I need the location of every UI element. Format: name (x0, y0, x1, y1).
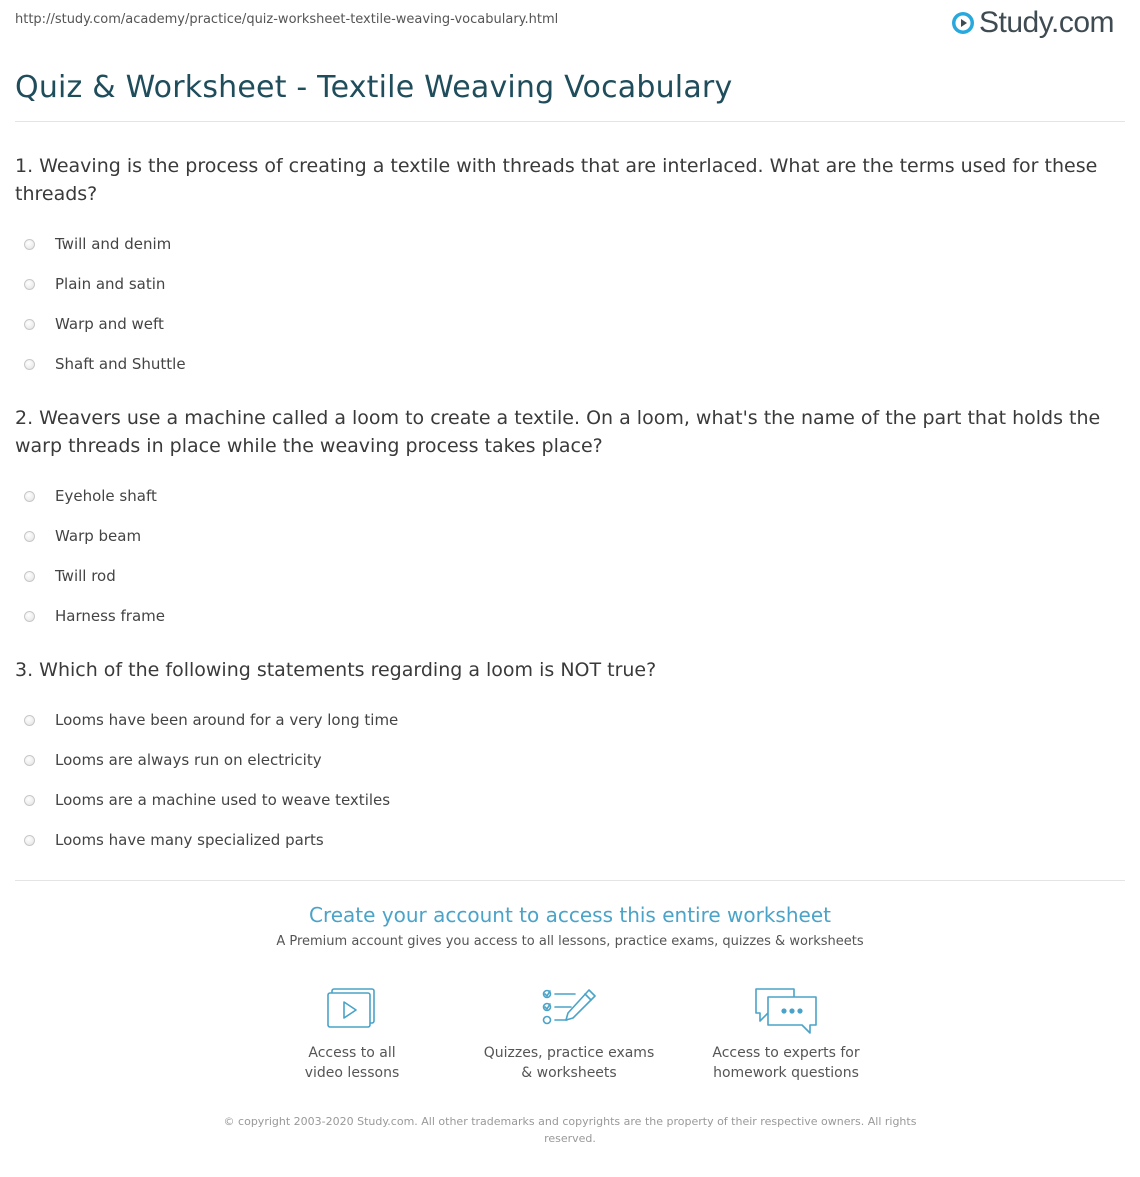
feature-label-line: Access to all (308, 1045, 396, 1061)
option-label: Warp and weft (55, 315, 164, 333)
option-label: Looms are always run on electricity (55, 751, 322, 769)
option-label: Twill rod (55, 567, 116, 585)
radio-icon[interactable] (24, 835, 35, 846)
option-label: Looms have many specialized parts (55, 831, 324, 849)
answer-options (15, 700, 1127, 860)
title-divider (15, 121, 1125, 122)
option-label: Eyehole shaft (55, 487, 157, 505)
question-text: 2. Weavers use a machine called a loom to create a textile. On a loom, what's the name of the part that holds the warp threads in place while the weaving process takes place? (15, 407, 1101, 457)
copyright-notice: © copyright 2003-2020 Study.com. All other trademarks and copyrights are the property of their respective owners. All rights reserved. (223, 1115, 917, 1145)
question-text: 1. Weaving is the process of creating a textile with threads that are interlaced. What are the terms used for these threads? (15, 155, 1098, 205)
answer-option[interactable] (15, 344, 1127, 384)
answer-option[interactable] (15, 556, 1127, 596)
answer-option[interactable] (15, 304, 1127, 344)
option-label: Twill and denim (55, 235, 172, 253)
radio-icon[interactable] (24, 359, 35, 370)
question-1 (15, 152, 1127, 384)
option-label: Looms have been around for a very long time (55, 711, 399, 729)
option-label: Looms are a machine used to weave textiles (55, 791, 391, 809)
answer-option[interactable] (15, 820, 1127, 860)
radio-icon[interactable] (24, 319, 35, 330)
feature-label-line: Access to experts for (712, 1045, 860, 1061)
question-2 (15, 404, 1127, 636)
radio-icon[interactable] (24, 491, 35, 502)
quiz-checklist-icon (541, 985, 597, 1031)
logo-text: Study.com (979, 6, 1114, 39)
answer-option[interactable] (15, 740, 1127, 780)
answer-option[interactable] (15, 516, 1127, 556)
option-label: Warp beam (55, 527, 142, 545)
feature-label-line: & worksheets (521, 1065, 617, 1081)
create-account-link[interactable]: Create your account to access this entire worksheet (309, 903, 831, 927)
video-lesson-icon (326, 985, 378, 1031)
radio-icon[interactable] (24, 715, 35, 726)
section-divider (15, 880, 1125, 881)
feature-label (696, 1043, 876, 1083)
answer-options (15, 224, 1127, 384)
radio-icon[interactable] (24, 755, 35, 766)
feature-label-line: Quizzes, practice exams (483, 1045, 655, 1061)
question-3 (15, 656, 1127, 860)
answer-option[interactable] (15, 596, 1127, 636)
page-url: http://study.com/academy/practice/quiz-worksheet-textile-weaving-vocabulary.html (15, 12, 559, 27)
radio-icon[interactable] (24, 571, 35, 582)
radio-icon[interactable] (24, 531, 35, 542)
feature-label-line: video lessons (304, 1065, 400, 1081)
answer-option[interactable] (15, 700, 1127, 740)
chat-bubbles-icon (754, 985, 818, 1037)
feature-label (479, 1043, 659, 1083)
answer-option[interactable] (15, 780, 1127, 820)
answer-option[interactable] (15, 264, 1127, 304)
answer-options (15, 476, 1127, 636)
answer-option[interactable] (15, 476, 1127, 516)
radio-icon[interactable] (24, 611, 35, 622)
study-logo[interactable] (951, 6, 1114, 40)
option-label: Plain and satin (55, 275, 166, 293)
premium-description: A Premium account gives you access to all lessons, practice exams, quizzes & worksheets (276, 934, 864, 949)
feature-label (262, 1043, 442, 1083)
play-circle-icon (951, 11, 975, 35)
page-title: Quiz & Worksheet - Textile Weaving Vocabulary (15, 70, 733, 105)
radio-icon[interactable] (24, 239, 35, 250)
answer-option[interactable] (15, 224, 1127, 264)
radio-icon[interactable] (24, 795, 35, 806)
option-label: Shaft and Shuttle (55, 355, 186, 373)
option-label: Harness frame (55, 607, 165, 625)
radio-icon[interactable] (24, 279, 35, 290)
feature-label-line: homework questions (713, 1065, 859, 1081)
question-text: 3. Which of the following statements regarding a loom is NOT true? (15, 659, 657, 681)
feature-video-lessons (262, 985, 442, 1083)
feature-experts (696, 985, 876, 1083)
feature-quizzes (479, 985, 659, 1083)
